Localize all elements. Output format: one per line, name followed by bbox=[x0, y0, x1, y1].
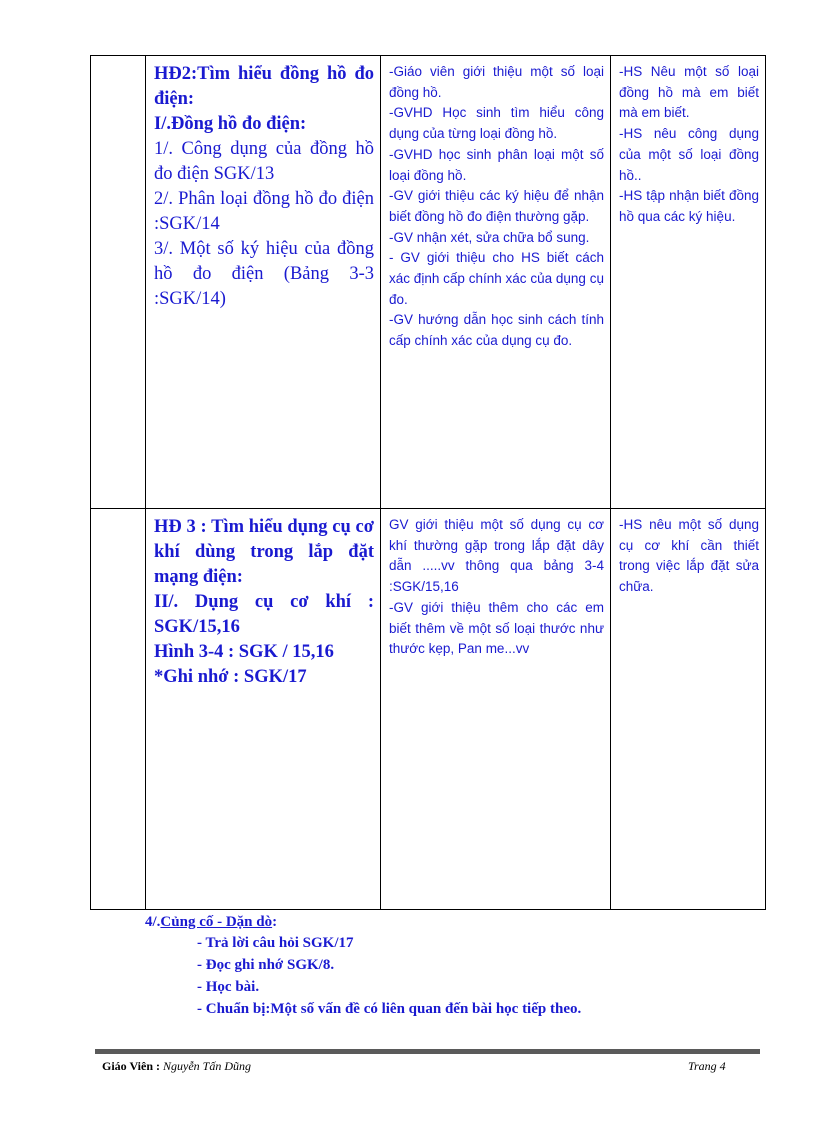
summary-list bbox=[145, 932, 765, 1020]
summary-number: 4/. bbox=[145, 914, 161, 930]
activity-cell bbox=[146, 56, 381, 509]
footer-rule bbox=[95, 1049, 760, 1054]
cell-line: -GVHD Học sinh tìm hiểu công dụng của từng loại đồng hồ. bbox=[389, 105, 604, 142]
teacher-activity-cell bbox=[381, 509, 611, 910]
cell-line: -Giáo viên giới thiệu một số loại đồng hồ. bbox=[389, 64, 604, 100]
cell-line: *Ghi nhớ : SGK/17 bbox=[154, 667, 307, 687]
list-item: - Đọc ghi nhớ SGK/8. bbox=[197, 957, 335, 973]
summary-section bbox=[145, 912, 765, 1020]
cell-line: I/.Đồng hồ đo điện: bbox=[154, 114, 307, 134]
summary-title: Củng cố - Dặn dò bbox=[160, 914, 273, 930]
cell-line: HĐ 3 : Tìm hiểu dụng cụ cơ khí dùng trong lắp đặt mạng điện: bbox=[154, 517, 374, 587]
teacher-name: Nguyễn Tấn Dũng bbox=[163, 1059, 252, 1073]
cell-line: -HS Nêu một số loại đồng hồ mà em biết mà em biết. bbox=[619, 64, 759, 121]
empty-cell bbox=[91, 509, 146, 910]
summary-colon: : bbox=[272, 914, 278, 930]
summary-heading bbox=[145, 912, 765, 932]
activity-cell bbox=[146, 509, 381, 910]
footer-teacher bbox=[102, 1059, 251, 1074]
cell-line: -HS nêu công dụng của một số loại đồng hồ.. bbox=[619, 126, 759, 183]
cell-line: -GVHD học sinh phân loại một số loại đồng hồ. bbox=[389, 146, 604, 183]
table-row bbox=[91, 56, 766, 509]
page-number: Trang 4 bbox=[688, 1059, 726, 1073]
cell-line: 2/. Phân loại đồng hồ đo điện :SGK/14 bbox=[154, 189, 374, 234]
list-item: - Trả lời câu hỏi SGK/17 bbox=[197, 935, 354, 951]
empty-cell bbox=[91, 56, 146, 509]
list-item: - Học bài. bbox=[197, 979, 260, 995]
cell-line: 1/. Công dụng của đồng hồ đo điện SGK/13 bbox=[154, 139, 374, 184]
cell-line: -GV giới thiệu các ký hiệu để nhận biết đồng hồ đo điện thường gặp. bbox=[389, 188, 604, 224]
cell-line: -GV nhận xét, sửa chữa bổ sung. bbox=[389, 229, 590, 245]
teacher-label: Giáo Viên bbox=[102, 1059, 154, 1073]
cell-line: GV giới thiệu một số dụng cụ cơ khí thường gặp trong lắp đặt dây dẫn .....vv thông qua bảng 3-4 :SGK/15,16 bbox=[389, 517, 604, 595]
cell-line: Hình 3-4 : SGK / 15,16 bbox=[154, 642, 334, 662]
cell-line: -GV hướng dẫn học sinh cách tính cấp chính xác của dụng cụ đo. bbox=[389, 312, 604, 349]
cell-line: -HS tập nhận biết đồng hồ qua các ký hiệu. bbox=[619, 188, 759, 224]
lesson-table bbox=[90, 55, 766, 910]
teacher-separator: : bbox=[153, 1059, 164, 1073]
cell-line: - GV giới thiệu cho HS biết cách xác định cấp chính xác của dụng cụ đo. bbox=[389, 250, 604, 307]
cell-line: 3/. Một số ký hiệu của đồng hồ đo điện (Bảng 3-3 :SGK/14) bbox=[154, 239, 374, 309]
cell-line: HĐ2:Tìm hiểu đồng hồ đo điện: bbox=[154, 64, 374, 109]
cell-line: -HS nêu một số dụng cụ cơ khí cần thiết trong việc lắp đặt sửa chữa. bbox=[619, 517, 759, 595]
student-activity-cell bbox=[611, 56, 766, 509]
student-activity-cell bbox=[611, 509, 766, 910]
teacher-activity-cell bbox=[381, 56, 611, 509]
list-item: - Chuẩn bị:Một số vấn đề có liên quan đến bài học tiếp theo. bbox=[197, 1001, 582, 1017]
cell-line: II/. Dụng cụ cơ khí : SGK/15,16 bbox=[154, 592, 374, 637]
table-row bbox=[91, 509, 766, 910]
cell-line: -GV giới thiệu thêm cho các em biết thêm về một số loại thước như thước kẹp, Pan me...vv bbox=[389, 599, 604, 657]
